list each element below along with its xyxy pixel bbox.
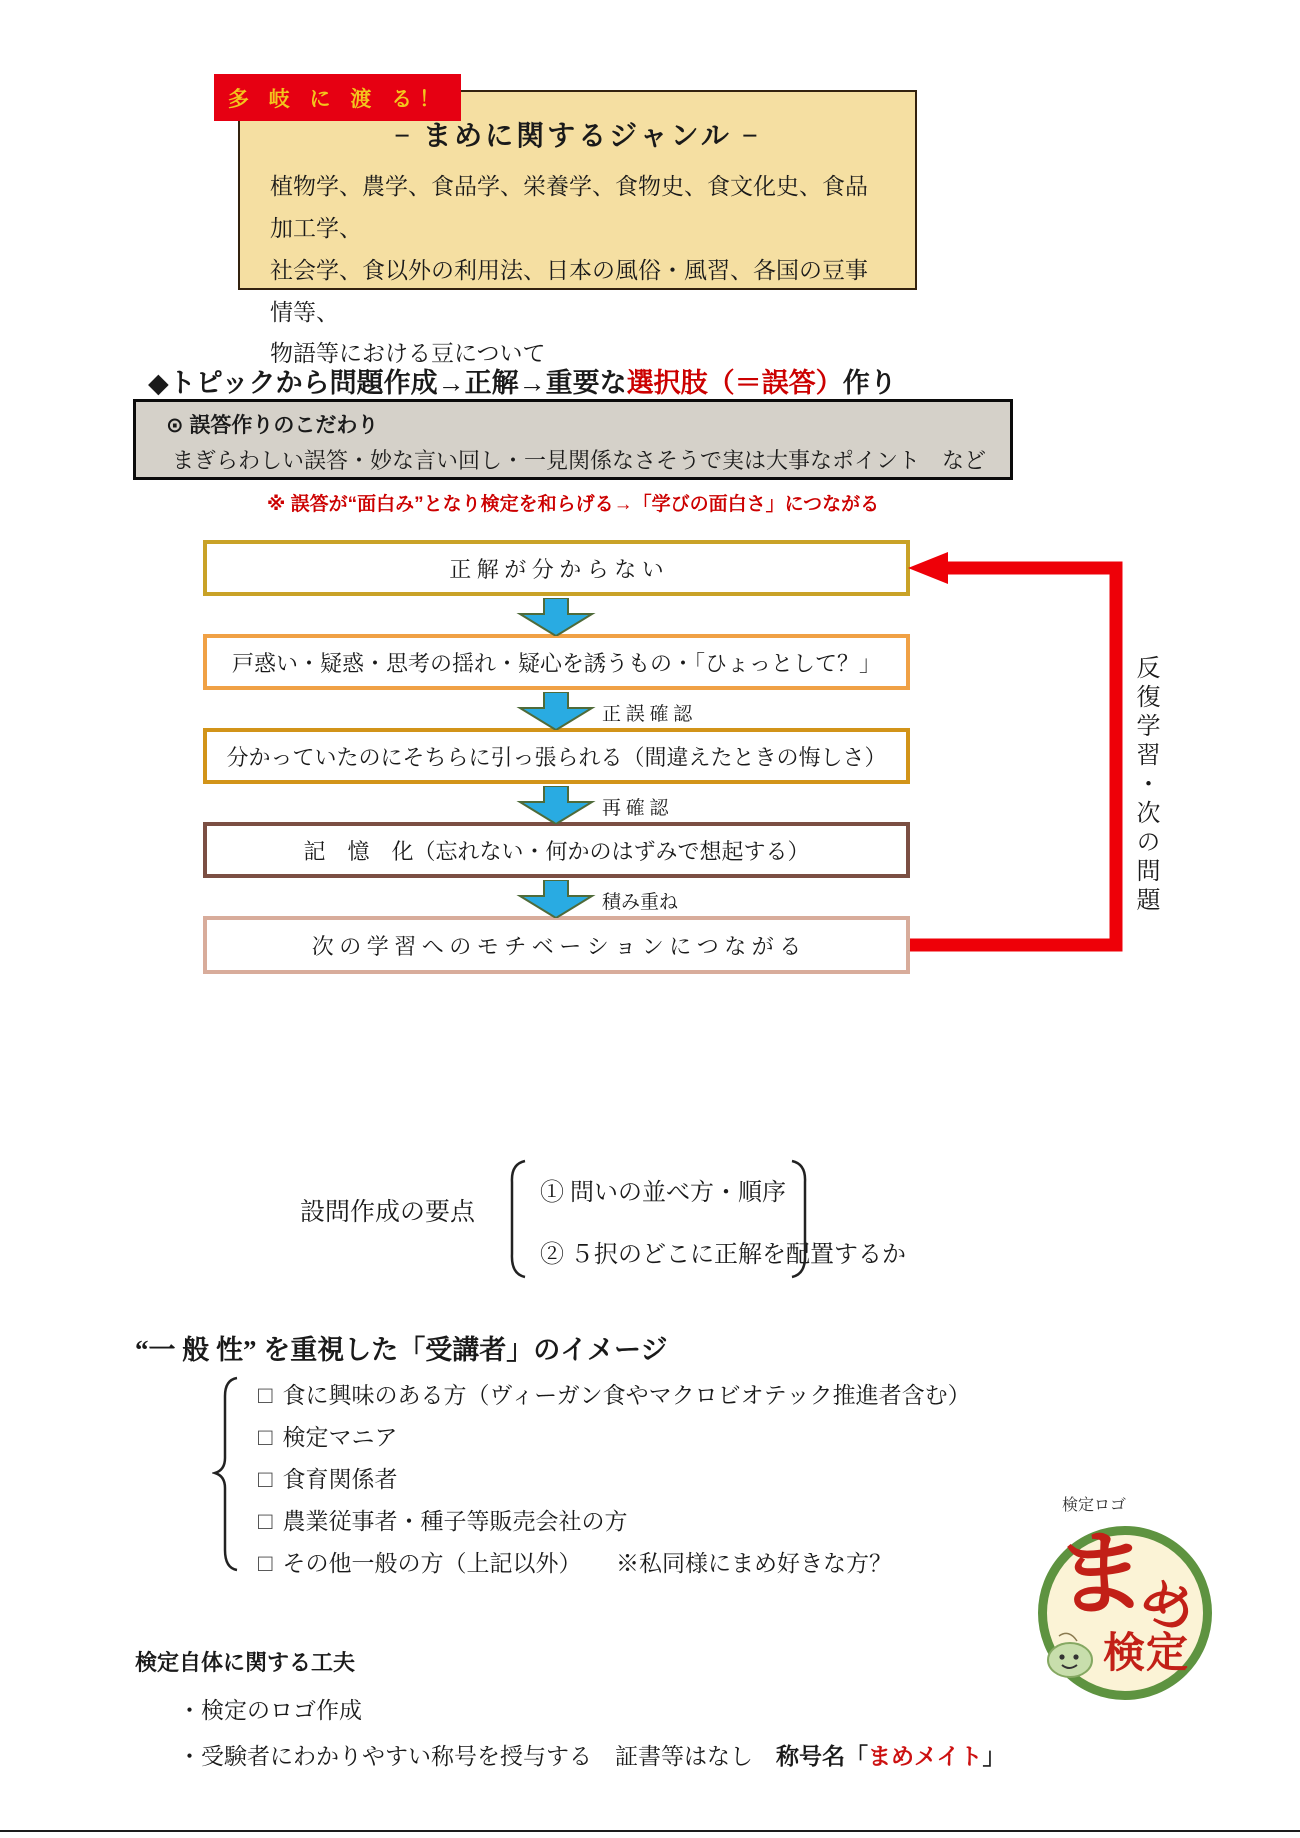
brace-left-icon: [503, 1158, 527, 1280]
brace-right-icon: [790, 1158, 814, 1280]
flow-box-2: 戸惑い・疑惑・思考の揺れ・疑心を誘うもの・「ひょっとして？」: [203, 634, 910, 690]
checkbox-icon: □: [258, 1467, 273, 1493]
logo-caption: 検定ロゴ: [1062, 1497, 1127, 1514]
down-arrow-icon: [516, 880, 596, 918]
bean-character-icon: [1043, 1627, 1099, 1681]
logo-char-kentei: 検定: [1103, 1631, 1190, 1677]
audience-item: [258, 1419, 398, 1452]
flow-box-1: 正 解 が 分 か ら な い: [203, 540, 910, 596]
checkbox-icon: □: [258, 1425, 273, 1451]
feedback-loop-arrow: [900, 550, 1160, 970]
flow-box-4: 記 憶 化（忘れない・何かのはずみで想起する）: [203, 822, 910, 878]
audience-heading: “一 般 性” を重視した「受講者」のイメージ: [135, 1335, 668, 1365]
kodawari-box: [133, 399, 1013, 480]
topic-heading-highlight: 選択肢（＝誤答）: [626, 368, 843, 398]
red-note: ※ 誤答が“面白み”となり検定を和らげる→「学びの面白さ」につながる: [266, 494, 880, 515]
banner-tagi-ni-wataru: 多 岐 に 渡 る！: [214, 74, 461, 121]
audience-item-label: 農業従事者・種子等販売会社の方: [282, 1509, 628, 1534]
brace-left-icon: [212, 1376, 240, 1572]
mame-kentei-logo: [1038, 1526, 1212, 1700]
genre-line: 植物学、農学、食品学、栄養学、食物史、食文化史、食品加工学、: [270, 174, 868, 241]
kufu-title-label: 称号名「: [776, 1744, 868, 1769]
genre-box-body: [270, 166, 889, 375]
youten-item-1: ① 問いの並べ方・順序: [540, 1180, 786, 1206]
genre-line: 社会学、食以外の利用法、日本の風俗・風習、各国の豆事情等、: [270, 257, 868, 325]
kufu-bullet-title-text: ・受験者にわかりやすい称号を授与する 証書等はなし: [178, 1744, 776, 1769]
audience-item: [258, 1461, 398, 1494]
arrow-label-seigo-kakunin: 正 誤 確 認: [602, 704, 693, 725]
arrow-label-tsumikasane: 積み重ね: [602, 892, 679, 913]
kufu-bullet-logo: ・検定のロゴ作成: [178, 1698, 362, 1723]
kodawari-title: ⊙ 誤答作りのこだわり: [166, 414, 379, 437]
audience-item: [258, 1503, 628, 1536]
audience-item-label: その他一般の方（上記以外） ※私同様にまめ好きな方？: [282, 1551, 892, 1576]
youten-label: 設問作成の要点: [300, 1199, 476, 1226]
kodawari-body: まぎらわしい誤答・妙な言い回し・一見関係なさそうで実は大事なポイント など: [172, 448, 987, 473]
audience-item: [258, 1545, 892, 1578]
audience-item: [258, 1377, 971, 1410]
topic-heading-suffix: 作り: [842, 368, 897, 398]
audience-item-label: 検定マニア: [282, 1425, 398, 1450]
logo-char-ma: ま: [1055, 1524, 1148, 1626]
genre-line: 物語等における豆について: [270, 341, 546, 367]
kufu-title-close: 」: [982, 1744, 1006, 1769]
feedback-loop-label: 反復学習・次の問題: [1132, 655, 1158, 916]
logo-char-me: め: [1128, 1565, 1208, 1647]
down-arrow-icon: [516, 786, 596, 824]
checkbox-icon: □: [258, 1551, 273, 1577]
kufu-heading: 検定自体に関する工夫: [135, 1650, 356, 1675]
topic-heading-prefix: ◆トピックから問題作成→正解→重要な: [148, 368, 627, 398]
footer-divider: [0, 1830, 1300, 1832]
youten-item-2: ② ５択のどこに正解を配置するか: [540, 1242, 906, 1268]
genre-box-title: − まめに関するジャンル −: [394, 121, 761, 152]
arrow-label-sai-kakunin: 再 確 認: [602, 798, 669, 819]
flow-box-3: 分かっていたのにそちらに引っ張られる（間違えたときの悔しさ）: [203, 728, 910, 784]
down-arrow-icon: [516, 598, 596, 636]
kufu-title-name: まめメイト: [868, 1744, 983, 1769]
flow-box-5: 次 の 学 習 へ の モ チ ベ ー シ ョ ン に つ な が る: [203, 916, 910, 974]
audience-item-label: 食育関係者: [282, 1467, 398, 1492]
down-arrow-icon: [516, 692, 596, 730]
kufu-bullet-title: [178, 1738, 1006, 1771]
checkbox-icon: □: [258, 1383, 273, 1409]
checkbox-icon: □: [258, 1509, 273, 1535]
audience-item-label: 食に興味のある方（ヴィーガン食やマクロビオテック推進者含む）: [282, 1383, 971, 1408]
